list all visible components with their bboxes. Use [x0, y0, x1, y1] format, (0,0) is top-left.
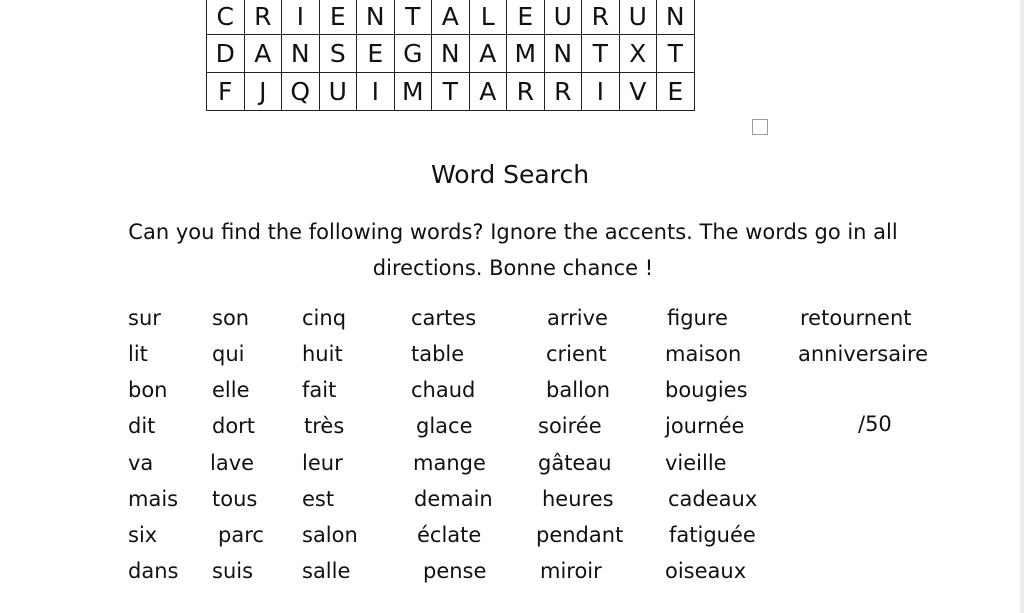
word-item: mais — [128, 487, 179, 511]
word-item: tous — [212, 487, 258, 511]
grid-cell: X — [619, 35, 657, 73]
word-item: dort — [212, 414, 256, 438]
word-item: éclate — [417, 523, 482, 547]
grid-cell: I — [282, 0, 320, 35]
word-item: dans — [128, 559, 179, 583]
word-item: lit — [128, 342, 148, 366]
grid-cell: J — [244, 73, 282, 111]
grid-cell: M — [507, 35, 545, 73]
grid-row — [207, 73, 695, 111]
word-item: gâteau — [538, 451, 612, 475]
grid-cell: N — [657, 0, 695, 35]
grid-cell: E — [657, 73, 695, 111]
grid-cell: A — [469, 73, 507, 111]
grid-cell: R — [244, 0, 282, 35]
word-item: qui — [212, 342, 245, 366]
word-item: soirée — [538, 414, 602, 438]
word-item: maison — [665, 342, 742, 366]
grid-cell: U — [544, 0, 582, 35]
word-item: pense — [423, 559, 487, 583]
word-item: mange — [413, 451, 486, 475]
word-item: dit — [128, 414, 156, 438]
grid-cell: U — [619, 0, 657, 35]
grid-cell: U — [319, 73, 357, 111]
word-item: oiseaux — [665, 559, 747, 583]
word-item: est — [302, 487, 335, 511]
word-item: miroir — [540, 559, 602, 583]
table-resize-handle[interactable] — [752, 119, 768, 135]
grid-cell: G — [394, 35, 432, 73]
word-item: fatiguée — [669, 523, 756, 547]
word-item: pendant — [536, 523, 624, 547]
word-item: elle — [212, 378, 250, 402]
word-item: arrive — [547, 306, 608, 330]
word-item: demain — [414, 487, 493, 511]
word-item: chaud — [411, 378, 476, 402]
word-item: anniversaire — [798, 342, 929, 366]
grid-cell: T — [394, 0, 432, 35]
grid-cell: N — [432, 35, 470, 73]
grid-cell: T — [432, 73, 470, 111]
grid-cell: I — [357, 73, 395, 111]
grid-cell: I — [582, 73, 620, 111]
score-total: /50 — [858, 412, 892, 436]
word-item: journée — [665, 414, 745, 438]
word-item: ballon — [546, 378, 611, 402]
word-item: sur — [128, 306, 161, 330]
word-item: bon — [128, 378, 168, 402]
word-item: son — [212, 306, 250, 330]
grid-row — [207, 35, 695, 73]
word-item: glace — [416, 414, 473, 438]
word-item: retournent — [800, 306, 912, 330]
word-item: leur — [302, 451, 343, 475]
word-item: va — [128, 451, 154, 475]
grid-cell: L — [469, 0, 507, 35]
word-item: très — [304, 414, 345, 438]
word-item: suis — [212, 559, 254, 583]
word-item: cartes — [411, 306, 477, 330]
word-item: fait — [302, 378, 337, 402]
word-item: salle — [302, 559, 351, 583]
word-item: salon — [302, 523, 358, 547]
word-item: huit — [302, 342, 343, 366]
grid-cell: N — [544, 35, 582, 73]
word-item: crient — [546, 342, 607, 366]
word-search-grid — [206, 0, 695, 111]
word-item: parc — [218, 523, 264, 547]
grid-cell: E — [507, 0, 545, 35]
instructions-text: Can you find the following words? Ignore the accents. The words go in all directions. Bonne chance ! — [128, 220, 898, 280]
grid-cell: C — [207, 0, 245, 35]
grid-cell: A — [469, 35, 507, 73]
word-item: cadeaux — [668, 487, 758, 511]
word-item: table — [411, 342, 465, 366]
word-item: cinq — [302, 306, 347, 330]
grid-cell: R — [544, 73, 582, 111]
grid-cell: E — [319, 0, 357, 35]
grid-cell: N — [282, 35, 320, 73]
grid-cell: M — [394, 73, 432, 111]
page-title: Word Search — [430, 160, 590, 189]
word-item: lave — [210, 451, 255, 475]
word-item: six — [128, 523, 158, 547]
grid-cell: A — [244, 35, 282, 73]
word-item: bougies — [665, 378, 748, 402]
word-item: figure — [667, 306, 728, 330]
grid-cell: T — [582, 35, 620, 73]
grid-cell: R — [507, 73, 545, 111]
grid-cell: R — [582, 0, 620, 35]
grid-cell: Q — [282, 73, 320, 111]
grid-cell: N — [357, 0, 395, 35]
grid-cell: S — [319, 35, 357, 73]
word-item: heures — [542, 487, 614, 511]
grid-cell: A — [432, 0, 470, 35]
grid-cell: E — [357, 35, 395, 73]
grid-cell: V — [619, 73, 657, 111]
grid-cell: D — [207, 35, 245, 73]
grid-row — [207, 0, 695, 35]
grid-cell: F — [207, 73, 245, 111]
grid-cell: T — [657, 35, 695, 73]
word-item: vieille — [665, 451, 727, 475]
